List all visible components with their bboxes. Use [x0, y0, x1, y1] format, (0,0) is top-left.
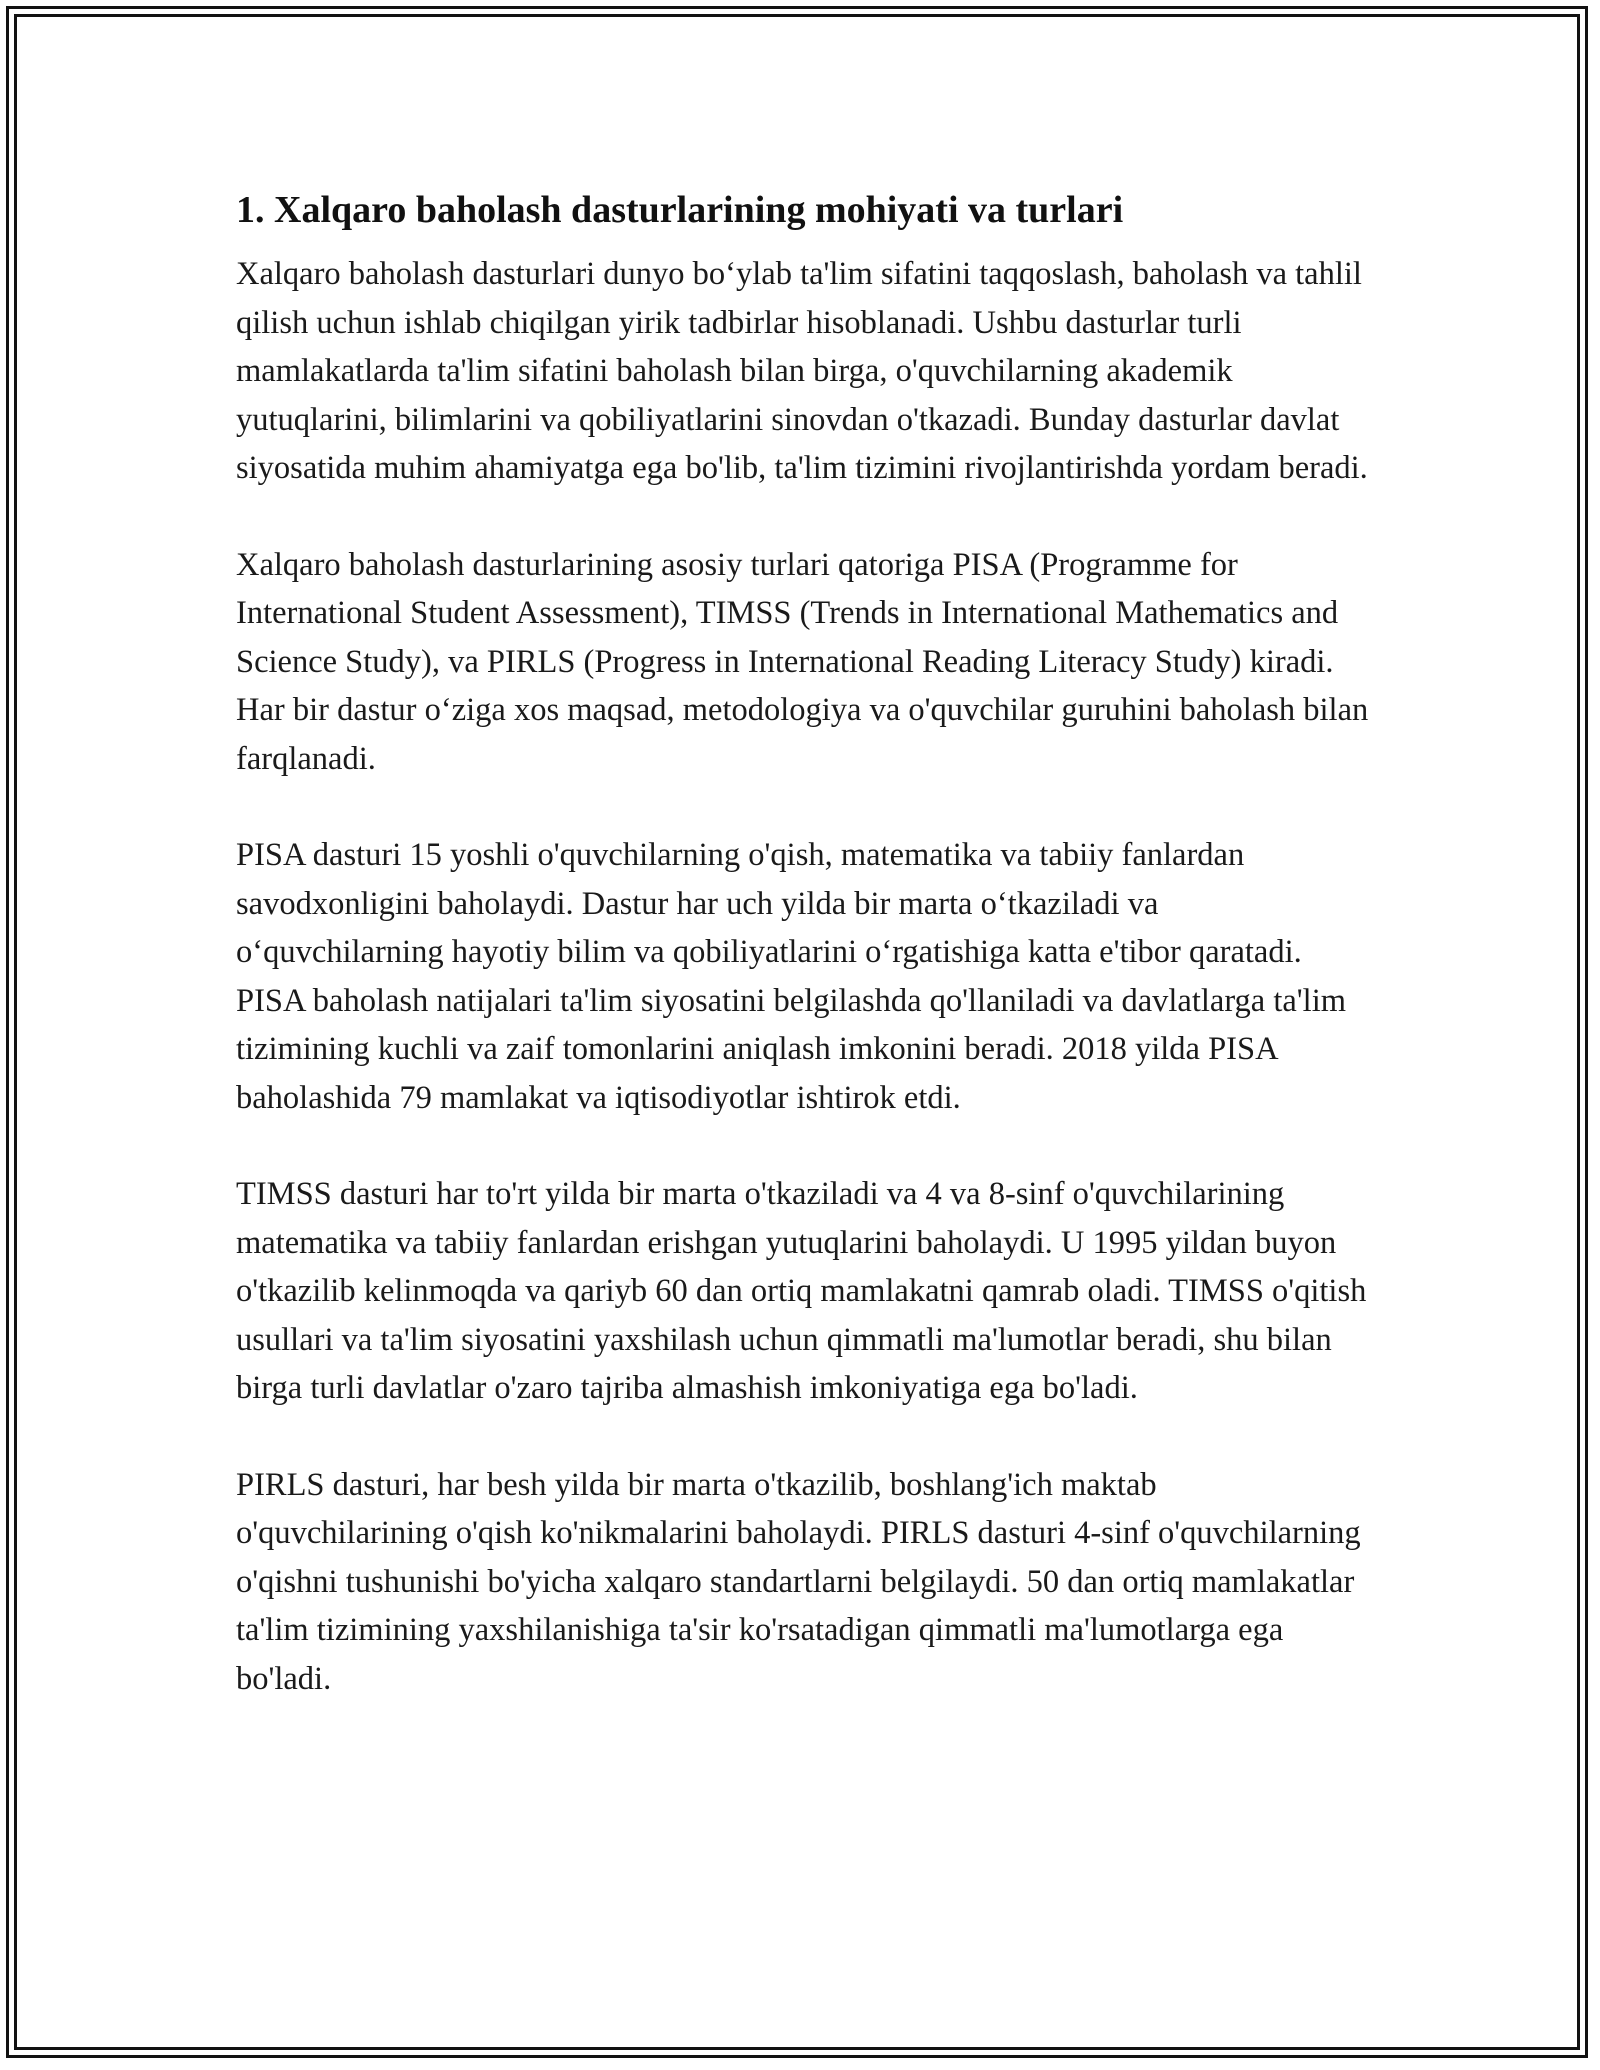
section-heading: 1. Xalqaro baholash dasturlarining mohiyati va turlari — [236, 189, 1124, 231]
paragraph-intro: Xalqaro baholash dasturlari dunyo bo‘ylab ta'lim sifatini taqqoslash, baholash va tahlil qilish uchun ishlab chiqilgan yirik tadbirlar hisoblanadi. Ushbu dasturlar turli mamlakatlarda ta'lim sifatini baholash bilan birga, o'quvchilarning akademik yutuqlarini, bilimlarini va qobiliyatlarini sinovdan o'tkazadi. Bunday dasturlar davlat siyosatida muhim ahamiyatga ega bo'lib, ta'lim tizimini rivojlantirishda yordam beradi. — [236, 256, 1368, 486]
paragraph-program-types: Xalqaro baholash dasturlarining asosiy turlari qatoriga PISA (Programme for International Student Assessment), TIMSS (Trends in International Mathematics and Science Study), va PIRLS (Progress in International Reading Literacy Study) kiradi. Har bir dastur o‘ziga xos maqsad, metodologiya va o'quvchilar guruhini baholash bilan farqlanadi. — [236, 546, 1369, 777]
document-body — [236, 186, 1371, 1703]
paragraph-timss: TIMSS dasturi har to'rt yilda bir marta o'tkaziladi va 4 va 8-sinf o'quvchilarining matematika va tabiiy fanlardan erishgan yutuqlarini baholaydi. U 1995 yildan buyon o'tkazilib kelinmoqda va qariyb 60 dan ortiq mamlakatni qamrab oladi. TIMSS o'qitish usullari va ta'lim siyosatini yaxshilash uchun qimmatli ma'lumotlar beradi, shu bilan birga turli davlatlar o'zaro tajriba almashish imkoniyatiga ega bo'ladi. — [236, 1176, 1367, 1406]
paragraph-pirls: PIRLS dasturi, har besh yilda bir marta o'tkazilib, boshlang'ich maktab o'quvchilarining o'qish ko'nikmalarini baholaydi. PIRLS dasturi 4-sinf o'quvchilarning o'qishni tushunishi bo'yicha xalqaro standartlarni belgilaydi. 50 dan ortiq mamlakatlar ta'lim tizimining yaxshilanishiga ta'sir ko'rsatadigan qimmatli ma'lumotlarga ega bo'ladi. — [236, 1466, 1361, 1697]
paragraph-pisa: PISA dasturi 15 yoshli o'quvchilarning o'qish, matematika va tabiiy fanlardan savodxonligini baholaydi. Dastur har uch yilda bir marta o‘tkaziladi va o‘quvchilarning hayotiy bilim va qobiliyatlarini o‘rgatishiga katta e'tibor qaratadi. PISA baholash natijalari ta'lim siyosatini belgilashda qo'llaniladi va davlatlarga ta'lim tizimining kuchli va zaif tomonlarini aniqlash imkonini beradi. 2018 yilda PISA baholashida 79 mamlakat va iqtisodiyotlar ishtirok etdi. — [236, 837, 1346, 1116]
